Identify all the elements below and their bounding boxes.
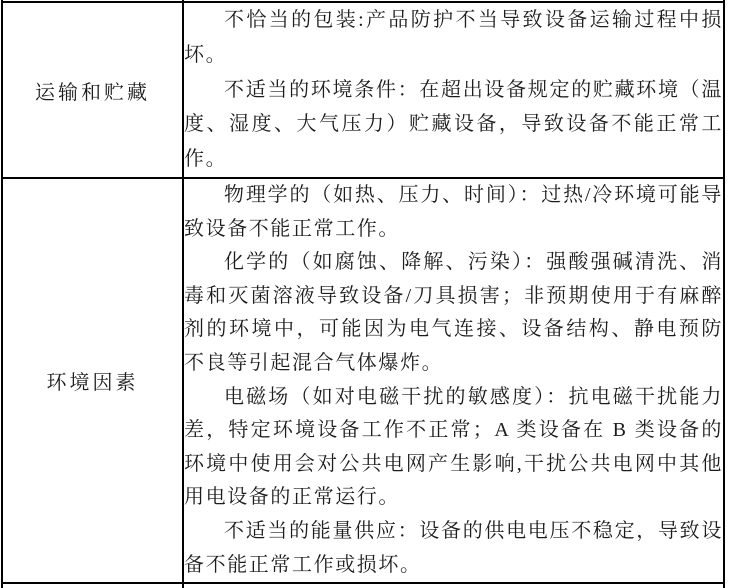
row-label-environmental-factors: 环境因素 — [2, 178, 183, 583]
row-desc-transport-storage — [183, 2, 724, 178]
row-label-transport-storage: 运输和贮藏 — [2, 2, 183, 178]
paragraph-improper-energy-supply: 不适当的能量供应：设备的供电电压不稳定，导致设备不能正常工作或损坏。 — [184, 519, 723, 576]
paragraph-improper-packaging: 不恰当的包装:产品防护不当导致设备运输过程中损坏。 — [184, 9, 723, 66]
table-row — [2, 2, 724, 178]
risk-table — [1, 0, 725, 588]
clipped-cell — [183, 583, 724, 588]
table-row-clipped-bottom — [2, 583, 724, 588]
row-desc-environmental-factors — [183, 178, 724, 583]
paragraph-chemical-factors: 化学的（如腐蚀、降解、污染）：强酸强碱清洗、消毒和灭菌溶液导致设备/刀具损害；非预期使用于有麻醉剂的环境中，可能因为电气连接、设备结构、静电预防不良等引起混合气体爆炸。 — [184, 251, 723, 374]
clipped-cell — [2, 583, 183, 588]
paragraph-physical-factors: 物理学的（如热、压力、时间）：过热/冷环境可能导致设备不能正常工作。 — [184, 184, 723, 240]
table-row — [2, 178, 724, 583]
paragraph-electromagnetic-fields: 电磁场（如对电磁干扰的敏感度）：抗电磁干扰能力差，特定环境设备工作不正常；A 类设备在 B 类设备的环境中使用会对公共电网产生影响,干扰公共电网中其他用电设备的正常运行。 — [184, 385, 723, 509]
paragraph-improper-environment-conditions: 不适当的环境条件：在超出设备规定的贮藏环境（温度、湿度、大气压力）贮藏设备，导致设备不能正常工作。 — [184, 78, 723, 171]
